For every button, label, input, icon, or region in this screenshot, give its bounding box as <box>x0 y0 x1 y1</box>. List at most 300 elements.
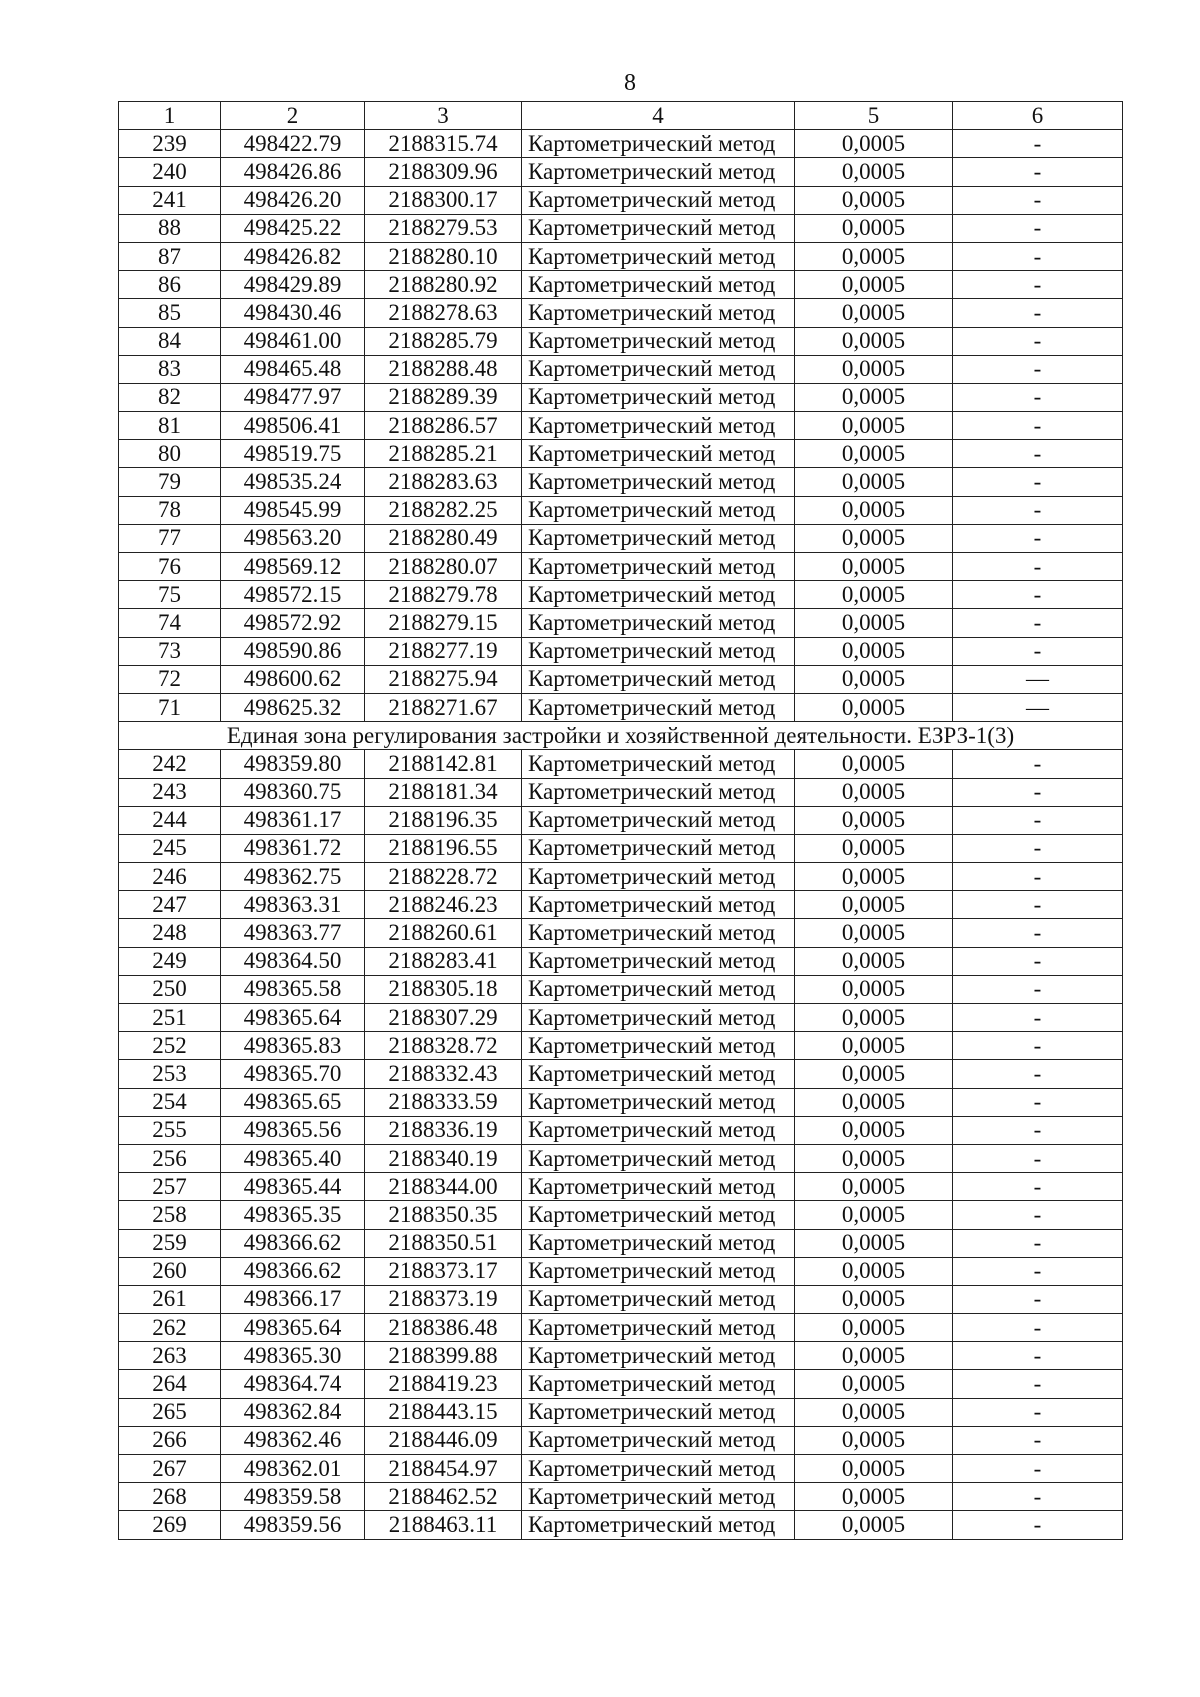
method-cell: Картометрический метод <box>522 1342 795 1370</box>
x-coordinate-cell: 498362.84 <box>221 1398 365 1426</box>
accuracy-cell: 0,0005 <box>795 1032 953 1060</box>
method-cell: Картометрический метод <box>522 271 795 299</box>
section-row <box>119 722 1123 750</box>
method-cell: Картометрический метод <box>522 1455 795 1483</box>
accuracy-cell: 0,0005 <box>795 553 953 581</box>
page-number: 8 <box>624 70 636 96</box>
method-cell: Картометрический метод <box>522 1426 795 1454</box>
note-cell: - <box>953 1088 1123 1116</box>
accuracy-cell: 0,0005 <box>795 637 953 665</box>
section-title: Единая зона регулирования застройки и хозяйственной деятельности. ЕЗРЗ-1(3) <box>119 722 1123 750</box>
point-number-cell: 239 <box>119 130 221 158</box>
note-cell: - <box>953 271 1123 299</box>
y-coordinate-cell: 2188279.78 <box>365 581 522 609</box>
accuracy-cell: 0,0005 <box>795 609 953 637</box>
y-coordinate-cell: 2188333.59 <box>365 1088 522 1116</box>
y-coordinate-cell: 2188463.11 <box>365 1511 522 1539</box>
y-coordinate-cell: 2188419.23 <box>365 1370 522 1398</box>
table-row <box>119 1032 1123 1060</box>
accuracy-cell: 0,0005 <box>795 468 953 496</box>
accuracy-cell: 0,0005 <box>795 1398 953 1426</box>
note-cell: - <box>953 778 1123 806</box>
note-cell: - <box>953 440 1123 468</box>
column-header-6: 6 <box>953 102 1123 130</box>
y-coordinate-cell: 2188344.00 <box>365 1173 522 1201</box>
note-cell: - <box>953 327 1123 355</box>
x-coordinate-cell: 498426.20 <box>221 186 365 214</box>
table-row <box>119 214 1123 242</box>
method-cell: Картометрический метод <box>522 581 795 609</box>
table-row <box>119 1426 1123 1454</box>
point-number-cell: 76 <box>119 553 221 581</box>
y-coordinate-cell: 2188300.17 <box>365 186 522 214</box>
method-cell: Картометрический метод <box>522 1257 795 1285</box>
method-cell: Картометрический метод <box>522 1004 795 1032</box>
note-cell: - <box>953 1144 1123 1172</box>
accuracy-cell: 0,0005 <box>795 1088 953 1116</box>
table-row <box>119 158 1123 186</box>
point-number-cell: 87 <box>119 242 221 270</box>
point-number-cell: 256 <box>119 1144 221 1172</box>
y-coordinate-cell: 2188332.43 <box>365 1060 522 1088</box>
method-cell: Картометрический метод <box>522 412 795 440</box>
accuracy-cell: 0,0005 <box>795 440 953 468</box>
table-row <box>119 693 1123 721</box>
y-coordinate-cell: 2188275.94 <box>365 665 522 693</box>
accuracy-cell: 0,0005 <box>795 1483 953 1511</box>
point-number-cell: 241 <box>119 186 221 214</box>
point-number-cell: 73 <box>119 637 221 665</box>
table-row <box>119 130 1123 158</box>
method-cell: Картометрический метод <box>522 383 795 411</box>
x-coordinate-cell: 498361.17 <box>221 806 365 834</box>
method-cell: Картометрический метод <box>522 299 795 327</box>
accuracy-cell: 0,0005 <box>795 242 953 270</box>
note-cell: - <box>953 1060 1123 1088</box>
accuracy-cell: 0,0005 <box>795 1116 953 1144</box>
note-cell: - <box>953 1314 1123 1342</box>
y-coordinate-cell: 2188278.63 <box>365 299 522 327</box>
method-cell: Картометрический метод <box>522 355 795 383</box>
accuracy-cell: 0,0005 <box>795 355 953 383</box>
point-number-cell: 88 <box>119 214 221 242</box>
table-row <box>119 242 1123 270</box>
accuracy-cell: 0,0005 <box>795 891 953 919</box>
method-cell: Картометрический метод <box>522 496 795 524</box>
y-coordinate-cell: 2188454.97 <box>365 1455 522 1483</box>
y-coordinate-cell: 2188280.92 <box>365 271 522 299</box>
y-coordinate-cell: 2188277.19 <box>365 637 522 665</box>
x-coordinate-cell: 498364.74 <box>221 1370 365 1398</box>
accuracy-cell: 0,0005 <box>795 1004 953 1032</box>
x-coordinate-cell: 498590.86 <box>221 637 365 665</box>
x-coordinate-cell: 498359.80 <box>221 750 365 778</box>
x-coordinate-cell: 498365.58 <box>221 975 365 1003</box>
table-row <box>119 1370 1123 1398</box>
method-cell: Картометрический метод <box>522 524 795 552</box>
table-row <box>119 1004 1123 1032</box>
note-cell: - <box>953 1116 1123 1144</box>
table-row <box>119 524 1123 552</box>
y-coordinate-cell: 2188280.49 <box>365 524 522 552</box>
accuracy-cell: 0,0005 <box>795 1342 953 1370</box>
method-cell: Картометрический метод <box>522 1060 795 1088</box>
method-cell: Картометрический метод <box>522 1173 795 1201</box>
accuracy-cell: 0,0005 <box>795 327 953 355</box>
accuracy-cell: 0,0005 <box>795 1370 953 1398</box>
note-cell: - <box>953 609 1123 637</box>
method-cell: Картометрический метод <box>522 1370 795 1398</box>
x-coordinate-cell: 498426.86 <box>221 158 365 186</box>
y-coordinate-cell: 2188386.48 <box>365 1314 522 1342</box>
x-coordinate-cell: 498364.50 <box>221 947 365 975</box>
x-coordinate-cell: 498535.24 <box>221 468 365 496</box>
method-cell: Картометрический метод <box>522 834 795 862</box>
point-number-cell: 246 <box>119 863 221 891</box>
table-row <box>119 299 1123 327</box>
column-header-4: 4 <box>522 102 795 130</box>
point-number-cell: 242 <box>119 750 221 778</box>
x-coordinate-cell: 498506.41 <box>221 412 365 440</box>
accuracy-cell: 0,0005 <box>795 1173 953 1201</box>
y-coordinate-cell: 2188289.39 <box>365 383 522 411</box>
y-coordinate-cell: 2188285.79 <box>365 327 522 355</box>
y-coordinate-cell: 2188283.63 <box>365 468 522 496</box>
note-cell: - <box>953 975 1123 1003</box>
x-coordinate-cell: 498461.00 <box>221 327 365 355</box>
y-coordinate-cell: 2188373.19 <box>365 1285 522 1313</box>
note-cell: - <box>953 1173 1123 1201</box>
x-coordinate-cell: 498366.17 <box>221 1285 365 1313</box>
column-header-3: 3 <box>365 102 522 130</box>
accuracy-cell: 0,0005 <box>795 158 953 186</box>
table-row <box>119 891 1123 919</box>
note-cell: - <box>953 1342 1123 1370</box>
note-cell: - <box>953 299 1123 327</box>
method-cell: Картометрический метод <box>522 806 795 834</box>
coordinates-table <box>118 101 1123 1540</box>
accuracy-cell: 0,0005 <box>795 693 953 721</box>
x-coordinate-cell: 498365.56 <box>221 1116 365 1144</box>
accuracy-cell: 0,0005 <box>795 1144 953 1172</box>
y-coordinate-cell: 2188309.96 <box>365 158 522 186</box>
method-cell: Картометрический метод <box>522 1201 795 1229</box>
table-row <box>119 186 1123 214</box>
accuracy-cell: 0,0005 <box>795 975 953 1003</box>
table-row <box>119 975 1123 1003</box>
table-row <box>119 1088 1123 1116</box>
y-coordinate-cell: 2188373.17 <box>365 1257 522 1285</box>
point-number-cell: 254 <box>119 1088 221 1116</box>
point-number-cell: 263 <box>119 1342 221 1370</box>
table-header-row <box>119 102 1123 130</box>
y-coordinate-cell: 2188282.25 <box>365 496 522 524</box>
table-row <box>119 863 1123 891</box>
note-cell: - <box>953 412 1123 440</box>
point-number-cell: 75 <box>119 581 221 609</box>
method-cell: Картометрический метод <box>522 1032 795 1060</box>
accuracy-cell: 0,0005 <box>795 581 953 609</box>
table-row <box>119 383 1123 411</box>
point-number-cell: 82 <box>119 383 221 411</box>
accuracy-cell: 0,0005 <box>795 496 953 524</box>
table-row <box>119 1511 1123 1539</box>
method-cell: Картометрический метод <box>522 1511 795 1539</box>
y-coordinate-cell: 2188285.21 <box>365 440 522 468</box>
point-number-cell: 249 <box>119 947 221 975</box>
point-number-cell: 86 <box>119 271 221 299</box>
point-number-cell: 248 <box>119 919 221 947</box>
point-number-cell: 250 <box>119 975 221 1003</box>
note-cell: - <box>953 637 1123 665</box>
point-number-cell: 268 <box>119 1483 221 1511</box>
y-coordinate-cell: 2188328.72 <box>365 1032 522 1060</box>
note-cell: — <box>953 665 1123 693</box>
point-number-cell: 79 <box>119 468 221 496</box>
table-row <box>119 327 1123 355</box>
accuracy-cell: 0,0005 <box>795 524 953 552</box>
point-number-cell: 247 <box>119 891 221 919</box>
method-cell: Картометрический метод <box>522 242 795 270</box>
accuracy-cell: 0,0005 <box>795 1201 953 1229</box>
y-coordinate-cell: 2188443.15 <box>365 1398 522 1426</box>
method-cell: Картометрический метод <box>522 214 795 242</box>
method-cell: Картометрический метод <box>522 186 795 214</box>
y-coordinate-cell: 2188260.61 <box>365 919 522 947</box>
note-cell: - <box>953 214 1123 242</box>
note-cell: - <box>953 1285 1123 1313</box>
y-coordinate-cell: 2188280.07 <box>365 553 522 581</box>
table-row <box>119 440 1123 468</box>
method-cell: Картометрический метод <box>522 919 795 947</box>
x-coordinate-cell: 498366.62 <box>221 1257 365 1285</box>
note-cell: - <box>953 186 1123 214</box>
table-row <box>119 355 1123 383</box>
method-cell: Картометрический метод <box>522 947 795 975</box>
y-coordinate-cell: 2188196.35 <box>365 806 522 834</box>
point-number-cell: 243 <box>119 778 221 806</box>
method-cell: Картометрический метод <box>522 1285 795 1313</box>
accuracy-cell: 0,0005 <box>795 806 953 834</box>
note-cell: - <box>953 1370 1123 1398</box>
y-coordinate-cell: 2188181.34 <box>365 778 522 806</box>
method-cell: Картометрический метод <box>522 440 795 468</box>
point-number-cell: 267 <box>119 1455 221 1483</box>
point-number-cell: 253 <box>119 1060 221 1088</box>
method-cell: Картометрический метод <box>522 327 795 355</box>
point-number-cell: 252 <box>119 1032 221 1060</box>
table-row <box>119 1201 1123 1229</box>
y-coordinate-cell: 2188286.57 <box>365 412 522 440</box>
accuracy-cell: 0,0005 <box>795 383 953 411</box>
method-cell: Картометрический метод <box>522 1116 795 1144</box>
point-number-cell: 255 <box>119 1116 221 1144</box>
y-coordinate-cell: 2188288.48 <box>365 355 522 383</box>
table-row <box>119 271 1123 299</box>
note-cell: - <box>953 750 1123 778</box>
x-coordinate-cell: 498365.40 <box>221 1144 365 1172</box>
x-coordinate-cell: 498366.62 <box>221 1229 365 1257</box>
method-cell: Картометрический метод <box>522 637 795 665</box>
note-cell: - <box>953 1511 1123 1539</box>
point-number-cell: 71 <box>119 693 221 721</box>
x-coordinate-cell: 498465.48 <box>221 355 365 383</box>
table-row <box>119 665 1123 693</box>
method-cell: Картометрический метод <box>522 750 795 778</box>
x-coordinate-cell: 498365.35 <box>221 1201 365 1229</box>
accuracy-cell: 0,0005 <box>795 863 953 891</box>
method-cell: Картометрический метод <box>522 1314 795 1342</box>
note-cell: - <box>953 383 1123 411</box>
y-coordinate-cell: 2188283.41 <box>365 947 522 975</box>
y-coordinate-cell: 2188279.15 <box>365 609 522 637</box>
x-coordinate-cell: 498477.97 <box>221 383 365 411</box>
accuracy-cell: 0,0005 <box>795 1455 953 1483</box>
method-cell: Картометрический метод <box>522 665 795 693</box>
y-coordinate-cell: 2188279.53 <box>365 214 522 242</box>
table-row <box>119 1455 1123 1483</box>
x-coordinate-cell: 498429.89 <box>221 271 365 299</box>
point-number-cell: 245 <box>119 834 221 862</box>
x-coordinate-cell: 498572.15 <box>221 581 365 609</box>
x-coordinate-cell: 498425.22 <box>221 214 365 242</box>
note-cell: - <box>953 468 1123 496</box>
note-cell: - <box>953 1398 1123 1426</box>
note-cell: - <box>953 496 1123 524</box>
table-row <box>119 496 1123 524</box>
column-header-1: 1 <box>119 102 221 130</box>
method-cell: Картометрический метод <box>522 158 795 186</box>
x-coordinate-cell: 498365.65 <box>221 1088 365 1116</box>
point-number-cell: 251 <box>119 1004 221 1032</box>
x-coordinate-cell: 498365.64 <box>221 1004 365 1032</box>
x-coordinate-cell: 498362.75 <box>221 863 365 891</box>
y-coordinate-cell: 2188280.10 <box>365 242 522 270</box>
column-header-2: 2 <box>221 102 365 130</box>
y-coordinate-cell: 2188271.67 <box>365 693 522 721</box>
table-row <box>119 468 1123 496</box>
note-cell: - <box>953 1426 1123 1454</box>
point-number-cell: 80 <box>119 440 221 468</box>
x-coordinate-cell: 498519.75 <box>221 440 365 468</box>
x-coordinate-cell: 498361.72 <box>221 834 365 862</box>
table-row <box>119 1229 1123 1257</box>
table-row <box>119 412 1123 440</box>
note-cell: - <box>953 524 1123 552</box>
y-coordinate-cell: 2188336.19 <box>365 1116 522 1144</box>
note-cell: - <box>953 1201 1123 1229</box>
method-cell: Картометрический метод <box>522 553 795 581</box>
point-number-cell: 72 <box>119 665 221 693</box>
accuracy-cell: 0,0005 <box>795 919 953 947</box>
table-row <box>119 1116 1123 1144</box>
table-row <box>119 1285 1123 1313</box>
point-number-cell: 244 <box>119 806 221 834</box>
y-coordinate-cell: 2188228.72 <box>365 863 522 891</box>
x-coordinate-cell: 498426.82 <box>221 242 365 270</box>
column-header-5: 5 <box>795 102 953 130</box>
x-coordinate-cell: 498365.30 <box>221 1342 365 1370</box>
table-row <box>119 834 1123 862</box>
y-coordinate-cell: 2188246.23 <box>365 891 522 919</box>
x-coordinate-cell: 498359.56 <box>221 1511 365 1539</box>
point-number-cell: 262 <box>119 1314 221 1342</box>
accuracy-cell: 0,0005 <box>795 1257 953 1285</box>
point-number-cell: 258 <box>119 1201 221 1229</box>
point-number-cell: 261 <box>119 1285 221 1313</box>
note-cell: - <box>953 355 1123 383</box>
point-number-cell: 240 <box>119 158 221 186</box>
accuracy-cell: 0,0005 <box>795 1314 953 1342</box>
accuracy-cell: 0,0005 <box>795 1426 953 1454</box>
note-cell: - <box>953 130 1123 158</box>
point-number-cell: 81 <box>119 412 221 440</box>
y-coordinate-cell: 2188305.18 <box>365 975 522 1003</box>
note-cell: - <box>953 834 1123 862</box>
table-row <box>119 1144 1123 1172</box>
x-coordinate-cell: 498359.58 <box>221 1483 365 1511</box>
point-number-cell: 77 <box>119 524 221 552</box>
point-number-cell: 84 <box>119 327 221 355</box>
x-coordinate-cell: 498363.77 <box>221 919 365 947</box>
method-cell: Картометрический метод <box>522 1088 795 1116</box>
method-cell: Картометрический метод <box>522 693 795 721</box>
table-row <box>119 637 1123 665</box>
x-coordinate-cell: 498365.44 <box>221 1173 365 1201</box>
point-number-cell: 264 <box>119 1370 221 1398</box>
table-row <box>119 778 1123 806</box>
note-cell: - <box>953 158 1123 186</box>
point-number-cell: 259 <box>119 1229 221 1257</box>
note-cell: - <box>953 1257 1123 1285</box>
accuracy-cell: 0,0005 <box>795 750 953 778</box>
note-cell: - <box>953 1229 1123 1257</box>
table-row <box>119 1173 1123 1201</box>
table-row <box>119 553 1123 581</box>
accuracy-cell: 0,0005 <box>795 947 953 975</box>
method-cell: Картометрический метод <box>522 1229 795 1257</box>
point-number-cell: 260 <box>119 1257 221 1285</box>
method-cell: Картометрический метод <box>522 609 795 637</box>
note-cell: - <box>953 1004 1123 1032</box>
note-cell: - <box>953 891 1123 919</box>
method-cell: Картометрический метод <box>522 468 795 496</box>
note-cell: - <box>953 947 1123 975</box>
table-row <box>119 1060 1123 1088</box>
y-coordinate-cell: 2188340.19 <box>365 1144 522 1172</box>
y-coordinate-cell: 2188462.52 <box>365 1483 522 1511</box>
point-number-cell: 85 <box>119 299 221 327</box>
y-coordinate-cell: 2188350.35 <box>365 1201 522 1229</box>
x-coordinate-cell: 498360.75 <box>221 778 365 806</box>
accuracy-cell: 0,0005 <box>795 186 953 214</box>
x-coordinate-cell: 498545.99 <box>221 496 365 524</box>
method-cell: Картометрический метод <box>522 778 795 806</box>
x-coordinate-cell: 498365.64 <box>221 1314 365 1342</box>
table-row <box>119 750 1123 778</box>
y-coordinate-cell: 2188399.88 <box>365 1342 522 1370</box>
accuracy-cell: 0,0005 <box>795 130 953 158</box>
note-cell: - <box>953 1032 1123 1060</box>
point-number-cell: 265 <box>119 1398 221 1426</box>
method-cell: Картометрический метод <box>522 130 795 158</box>
accuracy-cell: 0,0005 <box>795 1285 953 1313</box>
table-row <box>119 581 1123 609</box>
point-number-cell: 269 <box>119 1511 221 1539</box>
y-coordinate-cell: 2188307.29 <box>365 1004 522 1032</box>
note-cell: - <box>953 581 1123 609</box>
x-coordinate-cell: 498365.70 <box>221 1060 365 1088</box>
